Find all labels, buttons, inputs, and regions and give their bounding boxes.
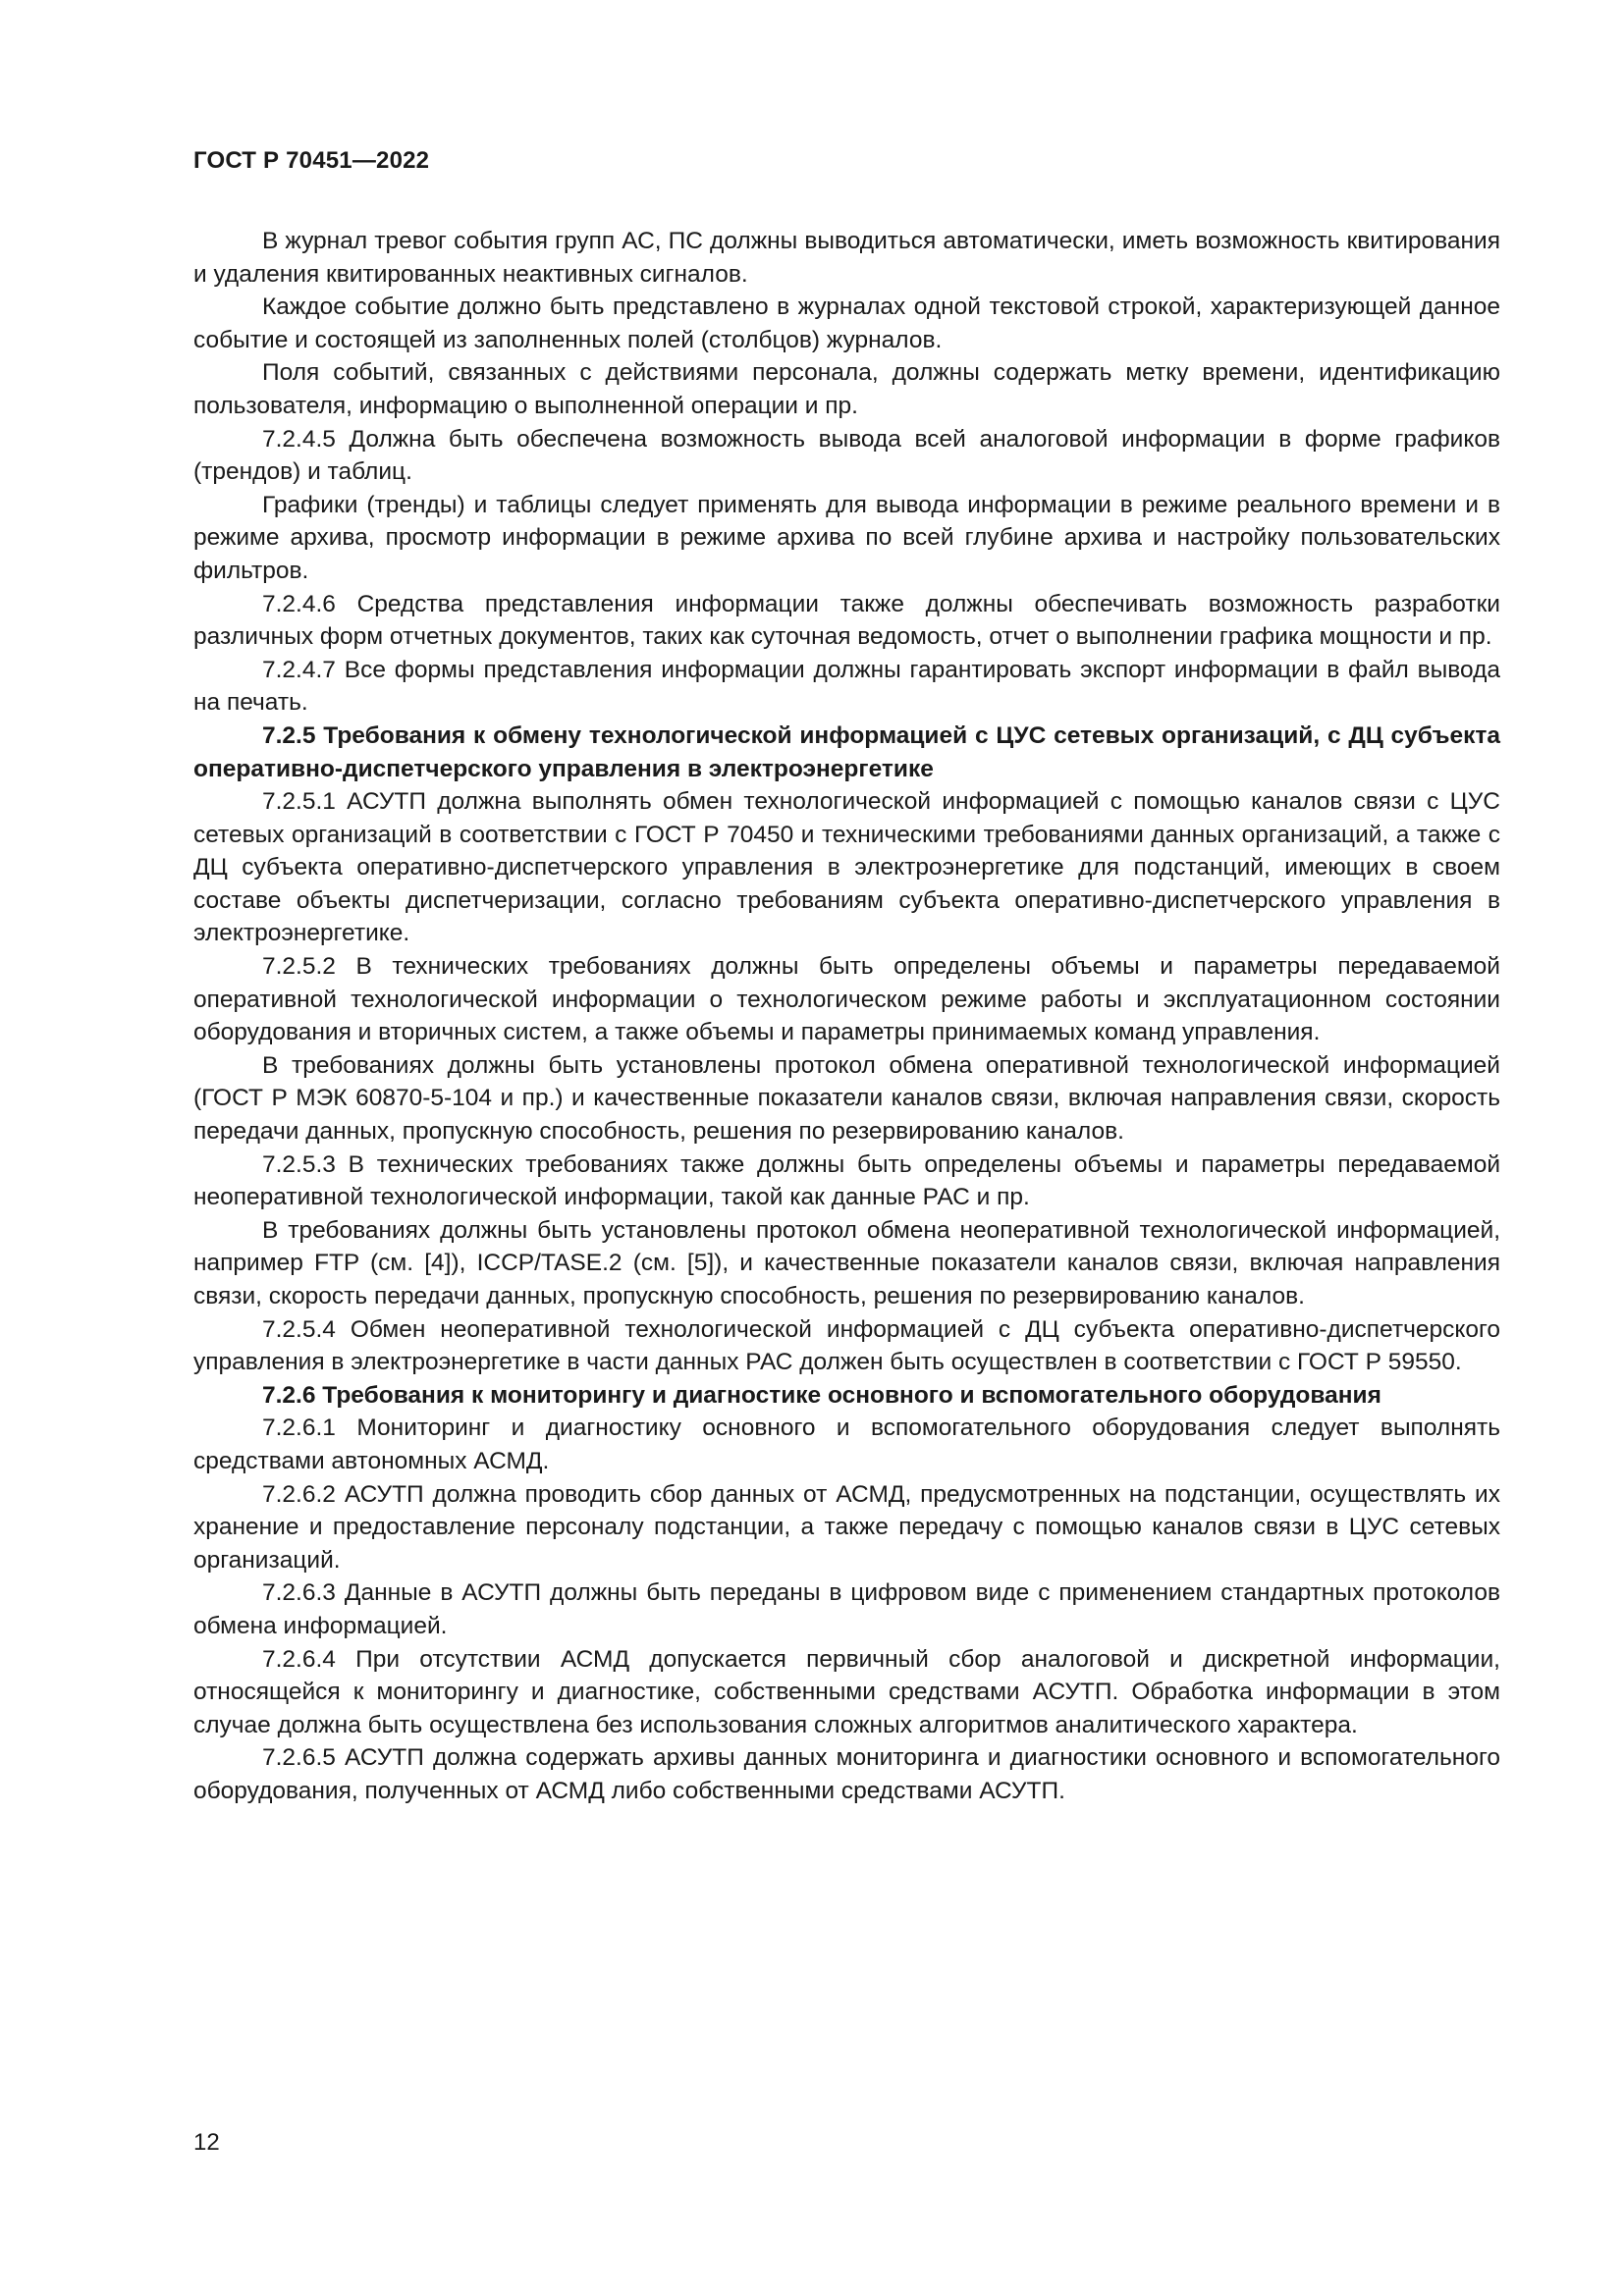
paragraph: 7.2.6.4 При отсутствии АСМД допускается первичный сбор аналоговой и дискретной информации, относящейся к мониторингу и диагностике, собственными средствами АСУТП. Обработка информации в этом случае должна быть осуществлена без использования сложных алгоритмов аналитического характера. bbox=[193, 1645, 1500, 1738]
section-heading: 7.2.5 Требования к обмену технологической информацией с ЦУС сетевых организаций, с ДЦ субъекта оперативно-диспетчерского управления в электроэнергетике bbox=[193, 721, 1500, 782]
paragraph: 7.2.5.3 В технических требованиях также должны быть определены объемы и параметры передаваемой неоперативной технологической информации, такой как данные РАС и пр. bbox=[193, 1150, 1500, 1211]
paragraph: 7.2.6.3 Данные в АСУТП должны быть переданы в цифровом виде с применением стандартных протоколов обмена информацией. bbox=[193, 1579, 1500, 1639]
paragraph: 7.2.4.5 Должна быть обеспечена возможность вывода всей аналоговой информации в форме графиков (трендов) и таблиц. bbox=[193, 425, 1500, 486]
paragraph: 7.2.5.4 Обмен неоперативной технологической информацией с ДЦ субъекта оперативно-диспетчерского управления в электроэнергетике в части данных РАС должен быть осуществлен в соответствии с ГОСТ Р 59550. bbox=[193, 1315, 1500, 1376]
paragraph: Каждое событие должно быть представлено в журналах одной текстовой строкой, характеризующей данное событие и состоящей из заполненных полей (столбцов) журналов. bbox=[193, 294, 1500, 353]
paragraph: Поля событий, связанных с действиями персонала, должны содержать метку времени, идентификацию пользователя, информацию о выполненной операции и пр. bbox=[193, 359, 1500, 419]
section-heading: 7.2.6 Требования к мониторингу и диагностике основного и вспомогательного оборудования bbox=[262, 1381, 1381, 1409]
paragraph: 7.2.6.5 АСУТП должна содержать архивы данных мониторинга и диагностики основного и вспомогательного оборудования, полученных от АСМД либо собственными средствами АСУТП. bbox=[193, 1744, 1500, 1804]
body-text bbox=[193, 225, 1500, 1808]
paragraph: Графики (тренды) и таблицы следует применять для вывода информации в режиме реального времени и в режиме архива, просмотр информации в режиме архива по всей глубине архива и настройку пользовательских фильтров. bbox=[193, 491, 1500, 584]
paragraph: 7.2.4.7 Все формы представления информации должны гарантировать экспорт информации в файл вывода на печать. bbox=[193, 656, 1500, 717]
paragraph: 7.2.5.1 АСУТП должна выполнять обмен технологической информацией с помощью каналов связи с ЦУС сетевых организаций в соответствии с ГОСТ Р 70450 и техническими требованиями данных организаций, а также с ДЦ субъекта оперативно-диспетчерского управления в электроэнергетике для подстанций, имеющих в своем составе объекты диспетчеризации, согласно требованиям субъекта оперативно-диспетчерского управления в электроэнергетике. bbox=[193, 788, 1500, 947]
paragraph: 7.2.4.6 Средства представления информации также должны обеспечивать возможность разработки различных форм отчетных документов, таких как суточная ведомость, отчет о выполнении графика мощности и пр. bbox=[193, 590, 1500, 651]
page-number: 12 bbox=[193, 2129, 220, 2156]
standard-header: ГОСТ Р 70451—2022 bbox=[193, 147, 430, 174]
paragraph: 7.2.5.2 В технических требованиях должны быть определены объемы и параметры передаваемой оперативной технологической информации о технологическом режиме работы и эксплуатационном состоянии оборудования и вторичных систем, а также объемы и параметры принимаемых команд управления. bbox=[193, 953, 1500, 1046]
paragraph: В журнал тревог события групп АС, ПС должны выводиться автоматически, иметь возможность квитирования и удаления квитированных неактивных сигналов. bbox=[193, 228, 1500, 288]
paragraph: В требованиях должны быть установлены протокол обмена оперативной технологической информацией (ГОСТ Р МЭК 60870-5-104 и пр.) и качественные показатели каналов связи, включая направления связи, скорость передачи данных, пропускную способность, решения по резервированию каналов. bbox=[193, 1051, 1500, 1146]
paragraph: В требованиях должны быть установлены протокол обмена неоперативной технологической информацией, например FTP (см. [4]), ICCP/TASE.2 (см. [5]), и качественные показатели каналов связи, включая направления связи, скорость передачи данных, пропускную способность, решения по резервированию каналов. bbox=[193, 1216, 1500, 1309]
paragraph: 7.2.6.2 АСУТП должна проводить сбор данных от АСМД, предусмотренных на подстанции, осуществлять их хранение и предоставление персоналу подстанции, а также передачу с помощью каналов связи в ЦУС сетевых организаций. bbox=[193, 1480, 1500, 1574]
paragraph: 7.2.6.1 Мониторинг и диагностику основного и вспомогательного оборудования следует выполнять средствами автономных АСМД. bbox=[193, 1415, 1500, 1474]
